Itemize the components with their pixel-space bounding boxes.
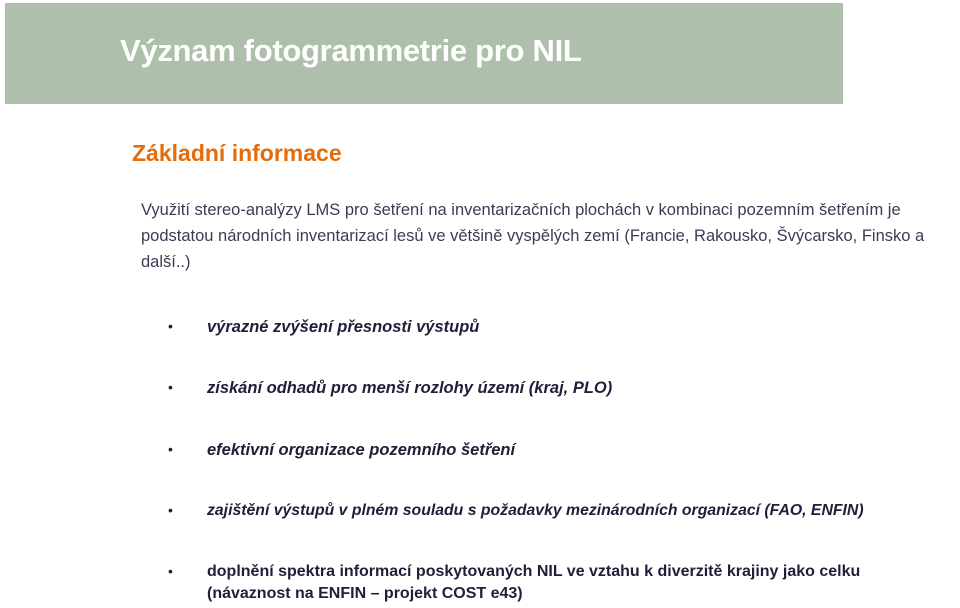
bullet-text: získání odhadů pro menší rozlohy území (kraj, PLO) [207, 379, 613, 397]
bullet-icon: • [168, 563, 173, 579]
intro-paragraph: Využití stereo-analýzy LMS pro šetření na inventarizačních plochách v kombinaci pozemním šetřením je podstatou národních inventarizací lesů ve většině vyspělých zemí (Francie, Rakousko, Švýcarsko, Finsko a další..) [141, 201, 925, 271]
bullet-text: výrazné zvýšení přesnosti výstupů [207, 318, 480, 336]
bullet-text [207, 561, 860, 605]
bullet-text: efektivní organizace pozemního šetření [207, 441, 516, 459]
bullet-text-line-1: doplnění spektra informací poskytovaných NIL ve vztahu k diverzitě krajiny jako celku [207, 563, 861, 580]
section-subtitle: Základní informace [132, 140, 342, 166]
bullet-text-line-2: (návaznost na ENFIN – projekt COST e43) [207, 585, 523, 602]
bullet-icon: • [168, 502, 173, 518]
bullet-icon: • [168, 441, 173, 457]
bullet-text: zajištění výstupů v plném souladu s požadavky mezinárodních organizací (FAO, ENFIN) [207, 502, 864, 519]
bullet-icon: • [168, 318, 173, 334]
slide-title: Význam fotogrammetrie pro NIL [120, 33, 582, 68]
bullet-icon: • [168, 379, 173, 395]
